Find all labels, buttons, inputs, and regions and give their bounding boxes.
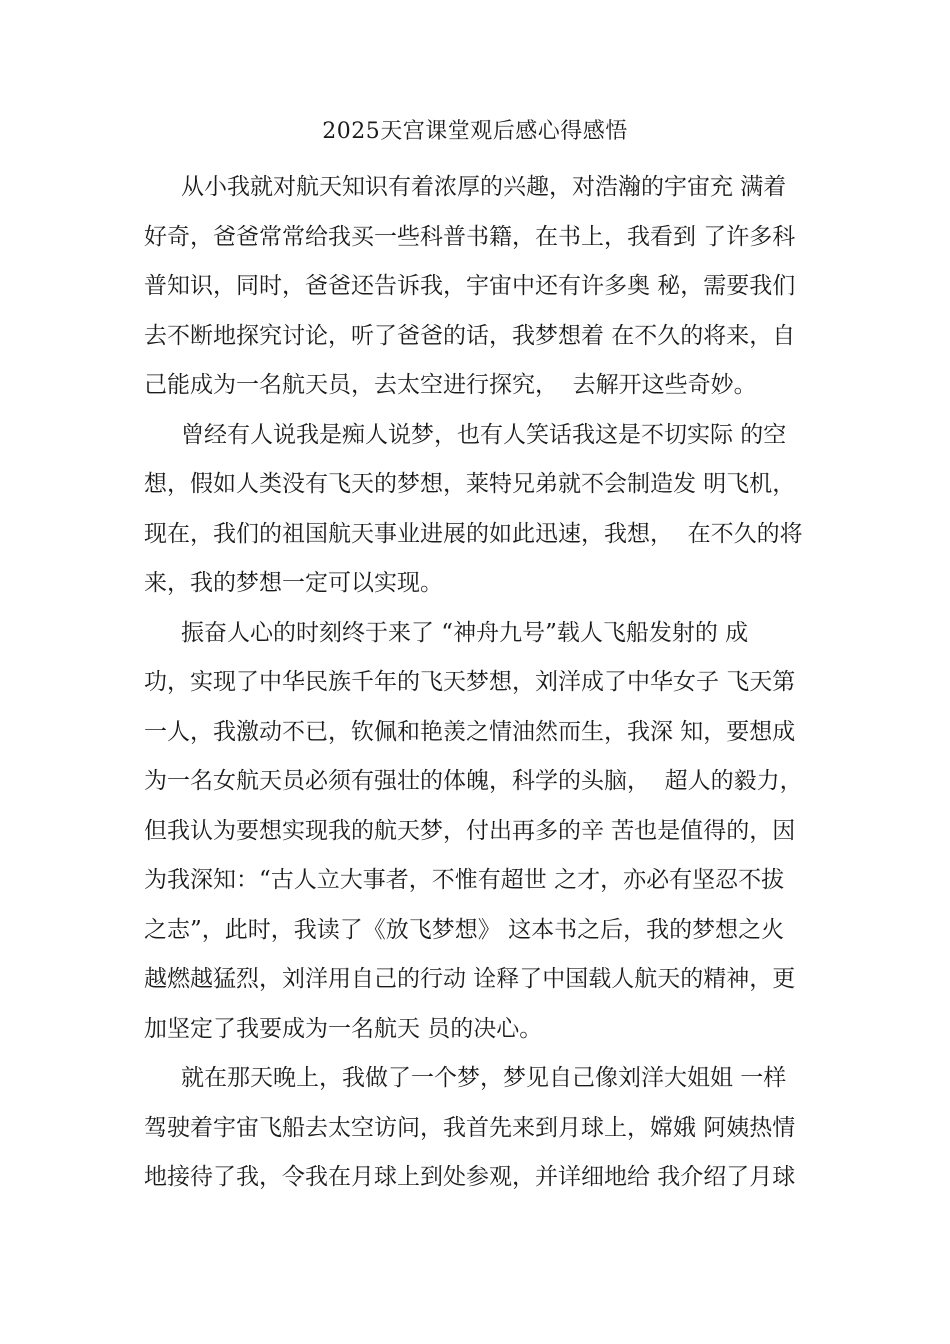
text-line: 好奇，爸爸常常给我买一些科普书籍，在书上，我看到 了许多科 — [144, 223, 796, 250]
paragraph-3 — [0, 612, 950, 1058]
document-body — [0, 166, 950, 1206]
text-line: 之志”，此时，我读了《放飞梦想》 这本书之后，我的梦想之火 — [144, 916, 785, 943]
text-line: 功，实现了中华民族千年的飞天梦想，刘洋成了中华女子 飞天第 — [144, 669, 796, 695]
paragraph-4 — [0, 1057, 950, 1206]
text-line: 一人，我激动不已，钦佩和艳羡之情油然而生，我深 知，要想成 — [144, 718, 796, 745]
text-line: 曾经有人说我是痴人说梦，也有人笑话我这是不切实际 的空 — [181, 421, 787, 448]
text-line: 驾驶着宇宙飞船去太空访问，我首先来到月球上，嫦娥 阿姨热情 — [144, 1114, 796, 1141]
paragraph-1 — [0, 166, 950, 414]
text-line: 普知识，同时，爸爸还告诉我，宇宙中还有许多奥 秘，需要我们 — [144, 273, 796, 299]
document-title: 2025天宫课堂观后感心得感悟 — [322, 119, 628, 144]
text-line: 己能成为一名航天员，去太空进行探究， 去解开这些奇妙。 — [144, 372, 757, 398]
text-line: 越燃越猛烈，刘洋用自己的行动 诠释了中国载人航天的精神，更 — [144, 966, 796, 992]
paragraph-2 — [0, 414, 950, 612]
text-line: 现在，我们的祖国航天事业进展的如此迅速，我想， 在不久的将 — [144, 520, 803, 547]
text-line: 来，我的梦想一定可以实现。 — [144, 570, 443, 596]
text-line: 振奋人心的时刻终于来了 “神舟九号”载人飞船发射的 成 — [181, 619, 749, 646]
text-line: 就在那天晚上，我做了一个梦，梦见自己像刘洋大姐姐 一样 — [181, 1065, 787, 1091]
text-line: 为我深知：“古人立大事者，不惟有超世 之才，亦必有坚忍不拔 — [144, 867, 785, 893]
text-line: 想，假如人类没有飞天的梦想，莱特兄弟就不会制造发 明飞机， — [144, 471, 796, 497]
text-line: 去不断地探究讨论，听了爸爸的话，我梦想着 在不久的将来，自 — [144, 322, 796, 349]
text-line: 但我认为要想实现我的航天梦，付出再多的辛 苦也是值得的，因 — [144, 817, 796, 844]
text-line: 加坚定了我要成为一名航天 员的决心。 — [144, 1015, 543, 1042]
text-line: 从小我就对航天知识有着浓厚的兴趣，对浩瀚的宇宙充 满着 — [181, 174, 787, 200]
text-line: 地接待了我，令我在月球上到处参观，并详细地给 我介绍了月球 — [144, 1164, 796, 1190]
text-line: 为一名女航天员必须有强壮的体魄，科学的头脑， 超人的毅力， — [144, 768, 803, 794]
